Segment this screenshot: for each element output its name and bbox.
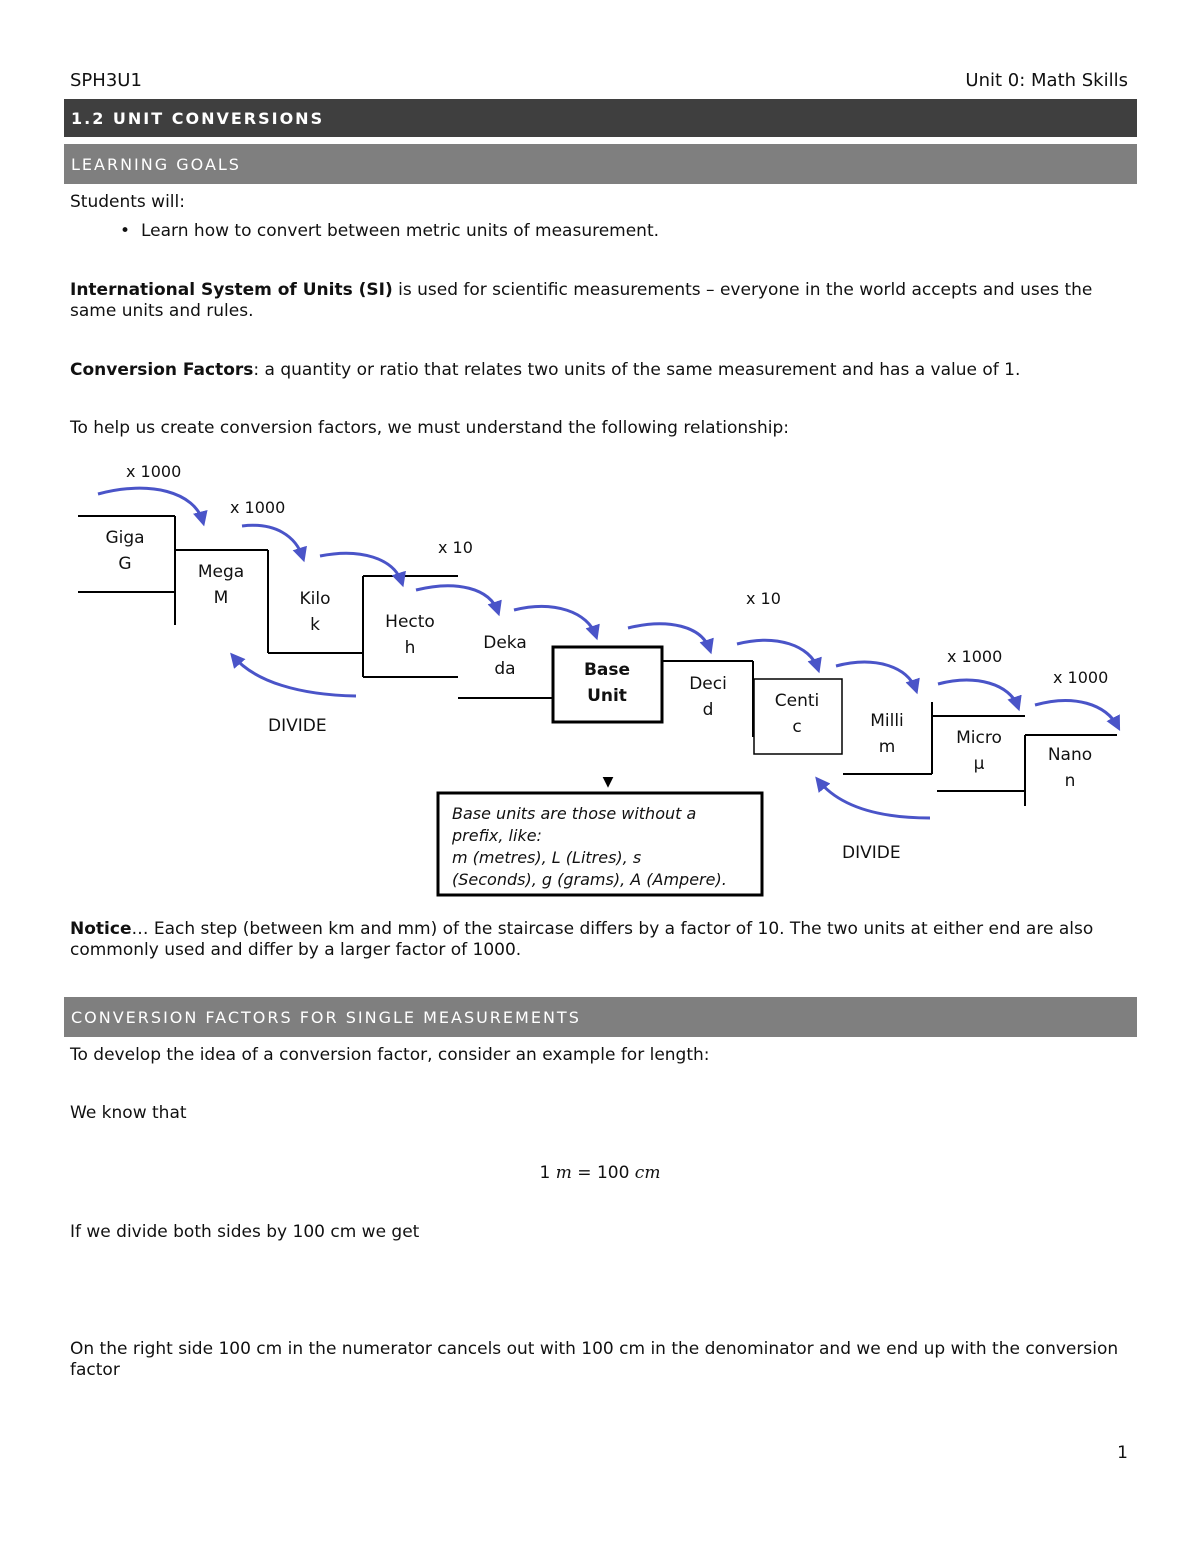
step-hecto-symbol: h: [404, 638, 416, 658]
equation-1m-100cm: [0, 1163, 1200, 1183]
step-deka-symbol: da: [494, 659, 516, 679]
base-note-line-3: m (metres), L (Litres), s: [452, 848, 642, 867]
page-number: 1: [1117, 1443, 1128, 1463]
develop-idea-text: To develop the idea of a conversion factor, consider an example for length:: [70, 1045, 710, 1065]
relationship-intro: To help us create conversion factors, we must understand the following relationship:: [70, 418, 790, 438]
students-will-text: Students will:: [70, 192, 185, 212]
step-base-name: Base: [583, 660, 631, 680]
step-milli-symbol: m: [878, 737, 896, 757]
arrow-deka-base: [514, 606, 596, 636]
multiplier-micro-nano: x 1000: [1053, 668, 1109, 687]
step-milli-name: Milli: [870, 711, 904, 731]
unit-title: Unit 0: Math Skills: [965, 70, 1128, 91]
arrow-mega-kilo: [242, 525, 303, 558]
step-mega-symbol: M: [213, 588, 229, 608]
base-note-line-4: (Seconds), g (grams), A (Ampere).: [452, 870, 727, 889]
multiplier-kilo-hecto: x 10: [438, 538, 473, 557]
single-measurements-heading: CONVERSION FACTORS FOR SINGLE MEASUREMENTS: [64, 997, 1137, 1037]
prefix-labels: [105, 528, 1092, 791]
arrow-hecto-deka: [416, 586, 498, 612]
learning-goal-item: Learn how to convert between metric units of measurement.: [141, 221, 660, 241]
equation-lhs-number: 1: [539, 1163, 556, 1183]
step-mega-name: Mega: [197, 562, 245, 582]
multiplier-deka-deci: x 10: [746, 589, 781, 608]
notice-term: Notice: [70, 919, 132, 939]
step-nano-symbol: n: [1064, 771, 1076, 791]
step-deci-symbol: d: [702, 700, 714, 720]
base-note-line-2: prefix, like:: [452, 826, 542, 845]
equation-rhs-unit: cm: [634, 1163, 661, 1183]
step-base-symbol: Unit: [587, 686, 627, 706]
divide-arrow-left: [233, 656, 356, 696]
arrow-kilo-hecto: [320, 553, 402, 583]
arrow-centi-milli: [836, 662, 916, 690]
si-term: International System of Units (SI): [70, 280, 393, 300]
cancel-out-text: On the right side 100 cm in the numerator cancels out with 100 cm in the denominator and we end up with the conversion factor: [70, 1339, 1119, 1380]
step-centi-symbol: c: [792, 717, 802, 737]
step-deka-name: Deka: [483, 633, 527, 653]
arrow-micro-nano: [1035, 701, 1118, 727]
multiplier-milli-micro: x 1000: [947, 647, 1003, 666]
step-giga-name: Giga: [105, 528, 145, 548]
learning-goals-heading: LEARNING GOALS: [64, 144, 1137, 184]
conversion-factor-term: Conversion Factors: [70, 360, 254, 380]
divide-both-sides-text: If we divide both sides by 100 cm we get: [70, 1222, 420, 1242]
step-deci-name: Deci: [689, 674, 727, 694]
divide-label-left: DIVIDE: [268, 716, 327, 736]
step-centi-name: Centi: [774, 691, 820, 711]
multiplier-giga-mega: x 1000: [126, 462, 182, 481]
notice-paragraph: [70, 919, 1130, 961]
step-giga-symbol: G: [118, 554, 132, 574]
metric-staircase-diagram: [0, 455, 1200, 905]
equation-equals: = 100: [571, 1163, 635, 1183]
pointer-triangle: ▼: [602, 774, 614, 790]
si-text: is used for scientific measurements – everyone in the world accepts and uses the same units and rules.: [70, 280, 1093, 321]
section-title-bar: 1.2 UNIT CONVERSIONS: [64, 99, 1137, 137]
we-know-text: We know that: [70, 1103, 187, 1123]
step-micro-symbol: μ: [973, 754, 985, 774]
multiplier-mega-kilo: x 1000: [230, 498, 286, 517]
arrow-deci-centi: [737, 640, 818, 669]
base-note-line-1: Base units are those without a: [452, 804, 697, 823]
conversion-factor-text: : a quantity or ratio that relates two units of the same measurement and has a value of 1.: [253, 360, 1021, 380]
equation-lhs-unit: m: [555, 1163, 572, 1183]
step-kilo-symbol: k: [310, 615, 320, 635]
step-micro-name: Micro: [956, 728, 1002, 748]
divide-label-right: DIVIDE: [842, 843, 901, 863]
step-hecto-name: Hecto: [385, 612, 435, 632]
arrow-milli-micro: [938, 680, 1018, 707]
conversion-factor-definition: [70, 360, 1130, 381]
step-nano-name: Nano: [1047, 745, 1093, 765]
bullet-marker: •: [120, 221, 131, 241]
course-code: SPH3U1: [70, 70, 142, 91]
si-definition: [70, 280, 1130, 322]
notice-text: … Each step (between km and mm) of the staircase differs by a factor of 10. The two units at either end are also commonly used and differ by a larger factor of 1000.: [70, 919, 1094, 960]
base-unit-box: [553, 647, 662, 722]
divide-arrow-right: [818, 780, 930, 818]
step-kilo-name: Kilo: [299, 589, 331, 609]
